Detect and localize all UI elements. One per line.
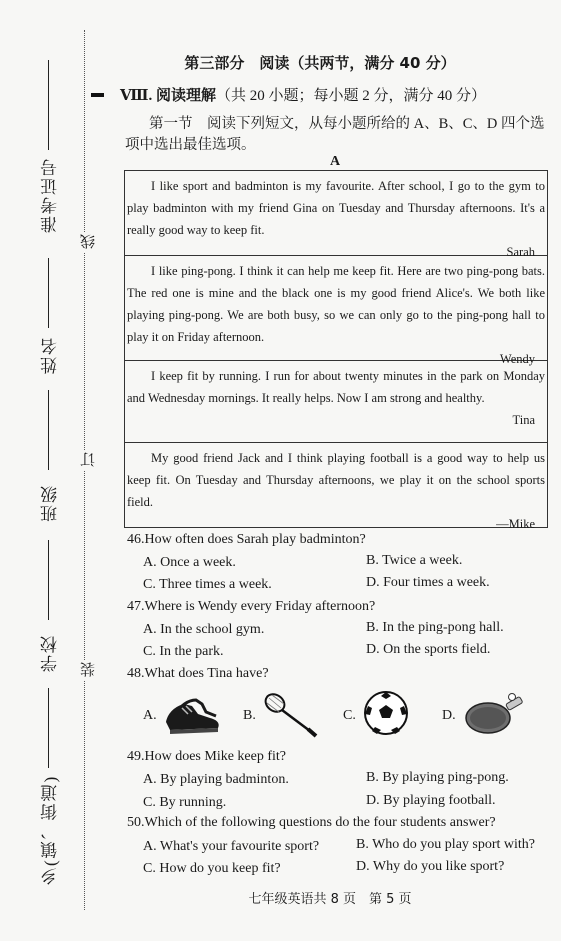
exam-no-line	[48, 60, 49, 150]
section-number: Ⅷ.	[120, 88, 153, 104]
town-line	[48, 688, 49, 768]
q48-option-d-letter: D.	[442, 708, 456, 723]
q46-option-a: A. Once a week.	[143, 555, 236, 570]
q50-option-d: D. Why do you like sport?	[356, 859, 505, 874]
q47-option-c: C. In the park.	[143, 644, 224, 659]
q49-option-b: B. By playing ping-pong.	[366, 770, 509, 785]
name-label: 姓名	[41, 336, 60, 374]
section-heading	[120, 84, 486, 105]
passage-author: Tina	[512, 413, 535, 427]
cut-label-line: 线	[78, 232, 92, 252]
exam-no-label: 准考证号	[41, 157, 60, 233]
q47-option-b: B. In the ping-pong hall.	[366, 620, 504, 635]
q48-option-c-letter: C.	[343, 708, 356, 723]
question-47: 47.Where is Wendy every Friday afternoon?	[127, 599, 376, 614]
q46-option-c: C. Three times a week.	[143, 577, 272, 592]
q48-option-b-letter: B.	[243, 708, 256, 723]
badminton-racket-icon	[262, 690, 320, 740]
q50-option-a: A. What's your favourite sport?	[143, 839, 320, 854]
passage-label: A	[329, 154, 341, 169]
q47-option-d: D. On the sports field.	[366, 642, 491, 657]
q50-option-b: B. Who do you play sport with?	[356, 837, 536, 852]
section-rule: （共 20 小题；每小题 2 分，满分 40 分）	[216, 88, 487, 104]
q47-option-a: A. In the school gym.	[143, 622, 265, 637]
margin-dash-mark	[91, 93, 104, 97]
football-icon	[363, 690, 409, 736]
class-line	[48, 390, 49, 470]
passage-text: I like ping-pong. I think it can help me keep fit. Here are two ping-pong bats. The red one is mine and the black one is my good friend Alice's. We both like playing ping-pong. We are both busy, so we can only go to the ping-pong hall to play it on Friday afternoon.	[127, 264, 545, 344]
passage-author: Sarah	[506, 245, 535, 259]
town-label: 乡(镇、街道)	[41, 774, 60, 886]
question-48: 48.What does Tina have?	[127, 666, 269, 681]
section-name: 阅读理解	[156, 88, 217, 104]
q48-option-c	[343, 708, 356, 724]
cut-label-zhuang: 装	[78, 660, 92, 680]
passages-table	[124, 170, 548, 531]
q48-option-d	[442, 708, 456, 724]
class-label: 班级	[41, 484, 60, 522]
question-50: 50.Which of the following questions do the four students answer?	[127, 815, 496, 830]
binding-cut-line	[84, 30, 85, 910]
q46-option-b: B. Twice a week.	[366, 553, 463, 568]
instruction-text: 第一节 阅读下列短文，从每小题所给的 A、B、C、D 四个选项中选出最佳选项。	[125, 116, 545, 153]
q46-option-d: D. Four times a week.	[366, 575, 490, 590]
q49-option-c: C. By running.	[143, 795, 227, 810]
running-shoes-icon	[162, 692, 224, 738]
question-46: 46.How often does Sarah play badminton?	[127, 532, 366, 547]
q48-option-a	[143, 708, 157, 724]
q49-option-d: D. By playing football.	[366, 793, 496, 808]
passage-box	[125, 256, 547, 366]
question-49: 49.How does Mike keep fit?	[127, 749, 287, 764]
school-label: 学校	[41, 634, 60, 672]
passage-text: I like sport and badminton is my favourite. After school, I go to the gym to play badminton with my friend Gina on Tuesday and Thursday afternoons. It's a really good way to keep fit.	[127, 179, 545, 237]
page-footer: 七年级英语共 8 页 第 5 页	[248, 892, 412, 907]
part-title: 第三部分 阅读（共两节，满分 40 分）	[184, 54, 456, 72]
passage-author: —Mike	[496, 517, 535, 531]
passage-author: Wendy	[499, 352, 535, 366]
ping-pong-bat-icon	[462, 692, 524, 736]
passage-box	[125, 443, 547, 531]
passage-box	[125, 361, 547, 443]
school-line	[48, 540, 49, 620]
passage-text: My good friend Jack and I think playing football is a good way to help us keep fit. On Tuesday and Thursday afternoons, we play it on the school sports field.	[127, 451, 545, 509]
cut-label-ding: 订	[78, 450, 92, 470]
q50-option-c: C. How do you keep fit?	[143, 861, 281, 876]
q49-option-a: A. By playing badminton.	[143, 772, 289, 787]
q48-option-b	[243, 708, 256, 724]
q48-option-a-letter: A.	[143, 708, 157, 723]
passage-box	[125, 171, 547, 259]
name-line	[48, 258, 49, 328]
passage-text: I keep fit by running. I run for about twenty minutes in the park on Monday and Wednesday mornings. It really helps. Now I am strong and healthy.	[127, 369, 545, 405]
